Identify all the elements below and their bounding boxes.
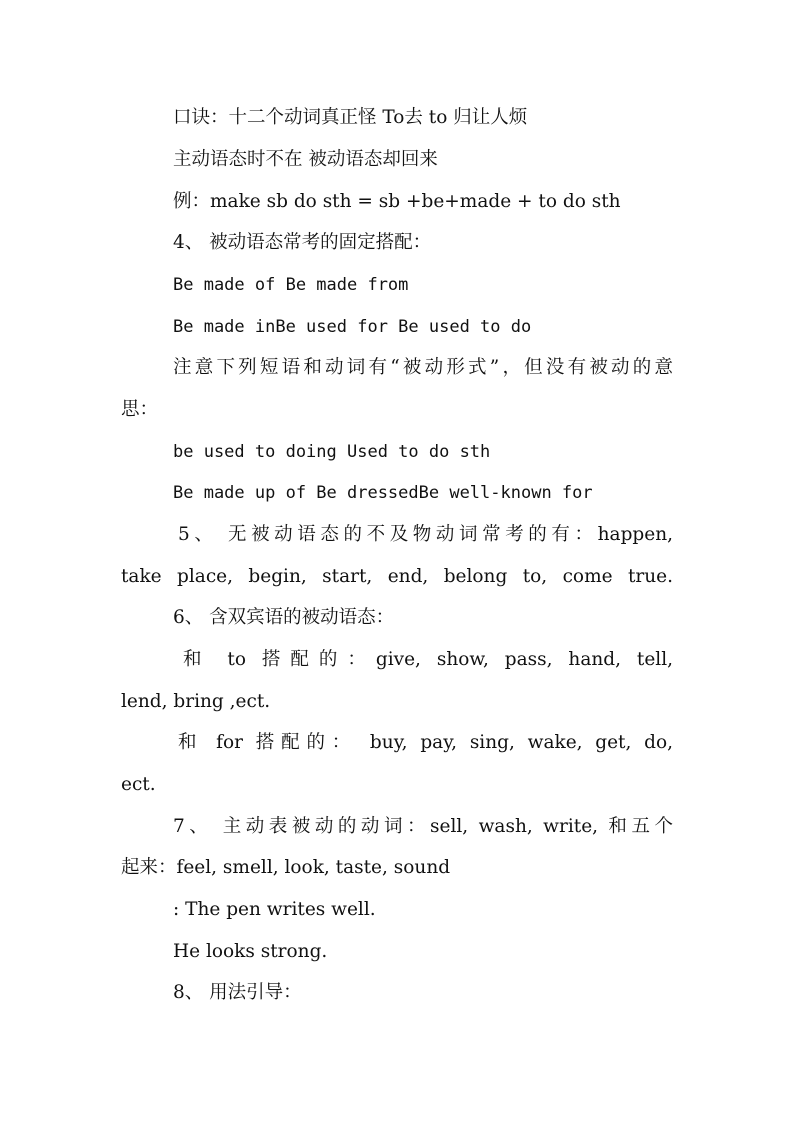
for-collocation-line: 和 for 搭配的： buy, pay, sing, wake, get, do, [178,732,673,753]
to-collocation-continued: lend, bring ,ect. [121,691,271,712]
section-5-heading: 5、 无被动语态的不及物动词常考的有：happen, [178,524,673,545]
section-7-heading: 7、 主动表被动的动词：sell, wash, write, 和五个 [173,816,673,837]
section-6-heading: 6、 含双宾语的被动语态： [173,607,395,628]
to-collocation-line: 和 to 搭配的：give, show, pass, hand, tell, [183,649,673,670]
phrase-line: Be made up of Be dressedBe well-known for [173,483,593,503]
example-line: 例：make sb do sth = sb +be+made + to do sth [173,191,621,212]
mnemonic-line: 口诀：十二个动词真正怪 To去 to 归让人烦 [173,107,528,128]
example-sentence: : The pen writes well. [173,899,376,920]
section-5-continued: take place, begin, start, end, belong to, come true. [121,566,673,587]
phrase-line: Be made of Be made from [173,275,409,295]
section-7-continued: 起来：feel, smell, look, taste, sound [121,857,451,878]
section-8-heading: 8、 用法引导： [173,982,302,1003]
note-line-continued: 思： [121,399,159,420]
phrase-line: be used to doing Used to do sth [173,442,491,462]
note-line: 注意下列短语和动词有“被动形式”，但没有被动的意 [173,357,673,378]
phrase-line: Be made inBe used for Be used to do [173,317,532,337]
for-collocation-continued: ect. [121,774,156,795]
example-sentence: He looks strong. [173,941,328,962]
section-4-heading: 4、 被动语态常考的固定搭配： [173,232,432,253]
mnemonic-line-2: 主动语态时不在 被动语态却回来 [173,149,438,170]
